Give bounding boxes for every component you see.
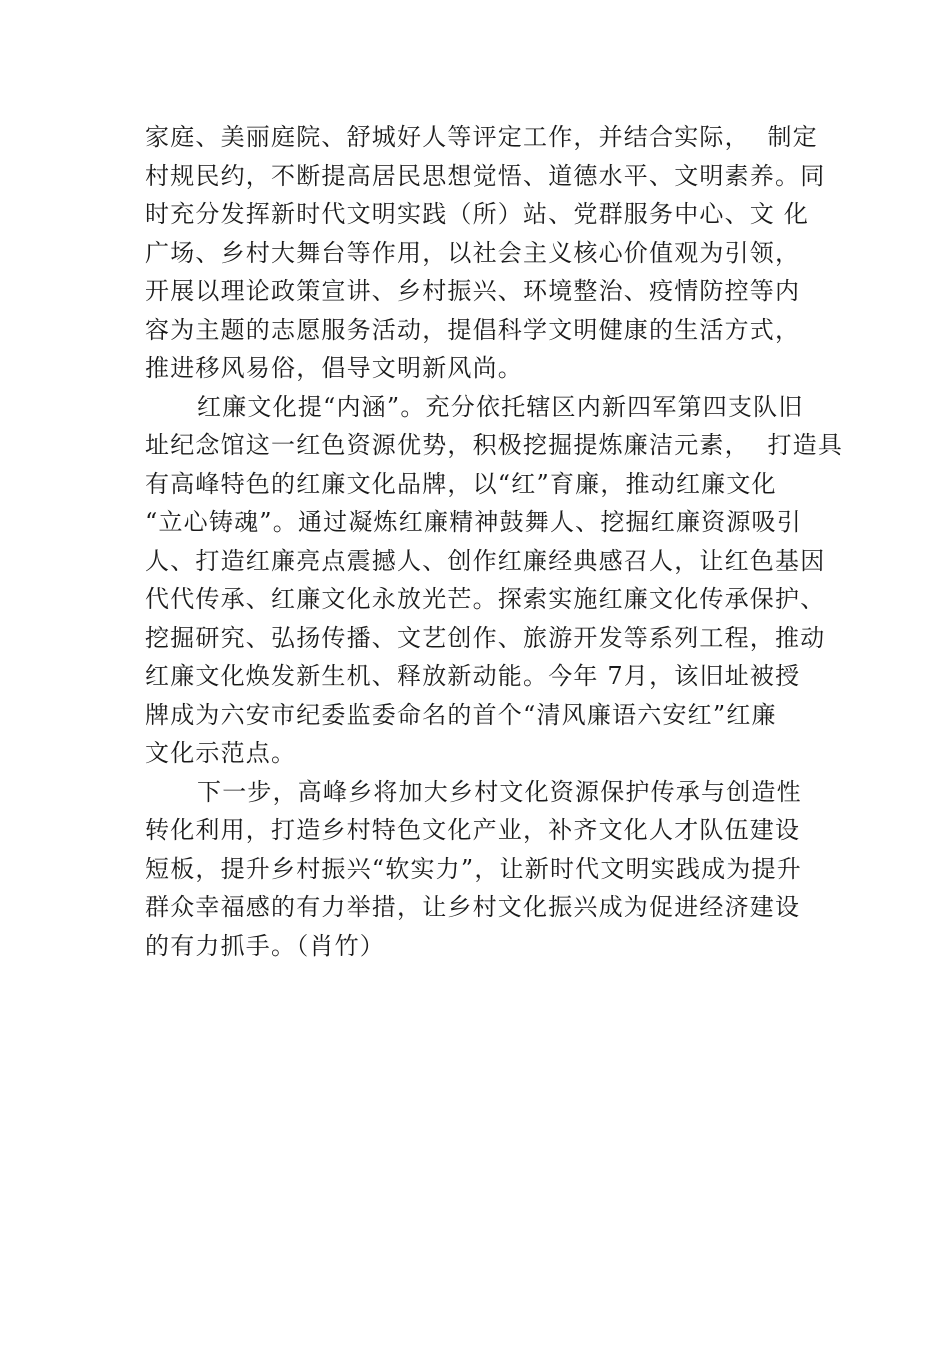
text-line: 下一步，高峰乡将加大乡村文化资源保护传承与创造性 — [197, 777, 802, 806]
article-body — [145, 118, 844, 965]
text-line: 有高峰特色的红廉文化品牌，以“红”育廉，推动红廉文化 — [145, 469, 777, 498]
text-line: 容为主题的志愿服务活动，提倡科学文明健康的生活方式， — [145, 315, 801, 344]
text-line: 挖掘研究、弘扬传播、文艺创作、旅游开发等系列工程，推动 — [145, 623, 826, 652]
text-line: 址纪念馆这一红色资源优势，积极挖掘提炼廉洁元素， 打造具 — [145, 431, 844, 459]
text-line: 红廉文化焕发新生机、释放新动能。今年 7月，该旧址被授 — [145, 662, 801, 690]
text-line: 广场、乡村大舞台等作用，以社会主义核心价值观为引领， — [145, 238, 801, 267]
paragraph-red-integrity-culture — [145, 388, 844, 773]
text-line: 人、打造红廉亮点震撼人、创作红廉经典感召人，让红色基因 — [145, 546, 826, 575]
text-line: 转化利用，打造乡村特色文化产业，补齐文化人才队伍建设 — [145, 816, 801, 844]
text-line: 群众幸福感的有力举措，让乡村文化振兴成为促进经济建设 — [145, 893, 801, 921]
text-line: 推进移风易俗，倡导文明新风尚。 — [145, 354, 523, 382]
text-line: 代代传承、红廉文化永放光芒。探索实施红廉文化传承保护、 — [145, 585, 826, 613]
text-line: “立心铸魂”。通过凝炼红廉精神鼓舞人、挖掘红廉资源吸引 — [145, 508, 802, 536]
text-line: 村规民约，不断提高居民思想觉悟、道德水平、文明素养。同 — [145, 161, 826, 190]
text-line: 红廉文化提“内涵”。充分依托辖区内新四军第四支队旧 — [197, 392, 804, 421]
paragraph-next-steps — [145, 773, 810, 966]
text-line: 开展以理论政策宣讲、乡村振兴、环境整治、疫情防控等内 — [145, 277, 801, 305]
text-line: 的有力抓手。（肖竹） — [145, 931, 385, 960]
text-line: 时充分发挥新时代文明实践（所）站、党群服务中心、文 化 — [145, 200, 810, 228]
paragraph-civilization-practice — [145, 118, 826, 388]
text-line: 短板，提升乡村振兴“软实力”，让新时代文明实践成为提升 — [145, 854, 802, 883]
text-line: 牌成为六安市纪委监委命名的首个“清风廉语六安红”红廉 — [145, 700, 777, 729]
text-line: 文化示范点。 — [145, 739, 297, 767]
text-line: 家庭、美丽庭院、舒城好人等评定工作，并结合实际， 制定 — [145, 123, 818, 151]
